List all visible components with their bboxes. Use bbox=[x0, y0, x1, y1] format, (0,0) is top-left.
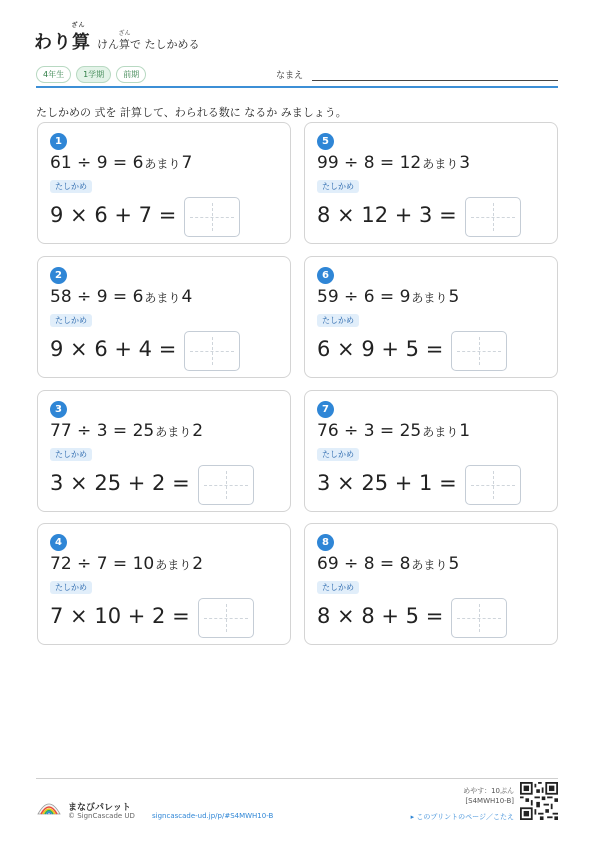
amari-label: あまり bbox=[144, 157, 181, 171]
amari-label: あまり bbox=[411, 291, 448, 305]
check-label: たしかめ bbox=[50, 448, 92, 461]
worksheet-code: [S4MWH10-B] bbox=[465, 797, 514, 805]
check-label: たしかめ bbox=[50, 180, 92, 193]
check-equation: 3 × 25 + 2 = bbox=[50, 471, 190, 495]
check-equation: 9 × 6 + 7 = bbox=[50, 203, 177, 227]
check-equation: 9 × 6 + 4 = bbox=[50, 337, 177, 361]
amari-label: あまり bbox=[422, 157, 459, 171]
amari-label: あまり bbox=[155, 425, 192, 439]
check-equation: 6 × 9 + 5 = bbox=[317, 337, 444, 361]
amari-label: あまり bbox=[155, 558, 192, 572]
title-ruby: ざん bbox=[71, 22, 86, 29]
check-equation: 8 × 8 + 5 = bbox=[317, 604, 444, 628]
site-link[interactable]: signcascade-ud.jp/p/#S4MWH10-B bbox=[152, 812, 274, 820]
problem-number-badge: 1 bbox=[50, 133, 67, 150]
answer-box[interactable] bbox=[451, 598, 507, 638]
problem-number-badge: 3 bbox=[50, 401, 67, 418]
division-equation: 77 ÷ 3 = 25 あまり 2 bbox=[50, 421, 204, 441]
problem-card bbox=[304, 390, 558, 512]
problem-card bbox=[304, 523, 558, 645]
problem-card bbox=[37, 390, 291, 512]
answer-box[interactable] bbox=[451, 331, 507, 371]
title-main: ざん わり算 bbox=[34, 22, 91, 53]
check-label: たしかめ bbox=[50, 581, 92, 594]
check-label: たしかめ bbox=[317, 314, 359, 327]
problem-card bbox=[37, 256, 291, 378]
division-equation: 69 ÷ 8 = 8 あまり 5 bbox=[317, 554, 460, 574]
name-field-line[interactable] bbox=[312, 80, 558, 81]
subtitle-ruby: ざん bbox=[118, 30, 131, 37]
amari-label: あまり bbox=[144, 291, 181, 305]
check-label: たしかめ bbox=[317, 581, 359, 594]
title-subtitle: けん ざん 算で たしかめる bbox=[97, 30, 200, 51]
division-equation: 61 ÷ 9 = 6 あまり 7 bbox=[50, 153, 193, 173]
check-label: たしかめ bbox=[317, 180, 359, 193]
answer-box[interactable] bbox=[184, 197, 240, 237]
copyright: © SignCascade UD bbox=[68, 812, 135, 820]
brand-name: まなびパレット bbox=[68, 803, 131, 813]
tag-term: 1学期 bbox=[76, 66, 111, 83]
footer-divider bbox=[36, 778, 558, 779]
check-label: たしかめ bbox=[50, 314, 92, 327]
problem-card bbox=[304, 256, 558, 378]
problem-number-badge: 6 bbox=[317, 267, 334, 284]
problem-number-badge: 8 bbox=[317, 534, 334, 551]
time-estimate: めやす：10ぷん bbox=[463, 787, 514, 795]
division-equation: 99 ÷ 8 = 12 あまり 3 bbox=[317, 153, 471, 173]
problem-number-badge: 4 bbox=[50, 534, 67, 551]
instruction-text: たしかめの 式を 計算して、わられる数に なるか みましょう。 bbox=[36, 106, 347, 119]
palette-logo-icon bbox=[36, 796, 62, 818]
problem-card bbox=[37, 523, 291, 645]
division-equation: 72 ÷ 7 = 10 あまり 2 bbox=[50, 554, 204, 574]
name-label: なまえ bbox=[276, 71, 304, 81]
amari-label: あまり bbox=[422, 425, 459, 439]
problem-number-badge: 5 bbox=[317, 133, 334, 150]
answer-box[interactable] bbox=[465, 465, 521, 505]
tag-period: 前期 bbox=[116, 66, 146, 83]
tag-grade: 4年生 bbox=[36, 66, 71, 83]
check-label: たしかめ bbox=[317, 448, 359, 461]
answer-box[interactable] bbox=[198, 598, 254, 638]
problem-card bbox=[37, 122, 291, 244]
division-equation: 59 ÷ 6 = 9 あまり 5 bbox=[317, 287, 460, 307]
problem-number-badge: 7 bbox=[317, 401, 334, 418]
answer-box[interactable] bbox=[465, 197, 521, 237]
division-equation: 58 ÷ 9 = 6 あまり 4 bbox=[50, 287, 193, 307]
check-equation: 8 × 12 + 3 = bbox=[317, 203, 457, 227]
answer-box[interactable] bbox=[184, 331, 240, 371]
answer-page-link[interactable]: ▸ このプリントのページ／こたえ bbox=[410, 813, 514, 821]
problem-number-badge: 2 bbox=[50, 267, 67, 284]
worksheet-title bbox=[34, 22, 200, 54]
check-equation: 7 × 10 + 2 = bbox=[50, 604, 190, 628]
amari-label: あまり bbox=[411, 558, 448, 572]
division-equation: 76 ÷ 3 = 25 あまり 1 bbox=[317, 421, 471, 441]
answer-box[interactable] bbox=[198, 465, 254, 505]
qr-code-icon[interactable] bbox=[520, 782, 558, 820]
header-divider bbox=[36, 86, 558, 88]
problem-card bbox=[304, 122, 558, 244]
grade-tags bbox=[36, 66, 146, 83]
check-equation: 3 × 25 + 1 = bbox=[317, 471, 457, 495]
